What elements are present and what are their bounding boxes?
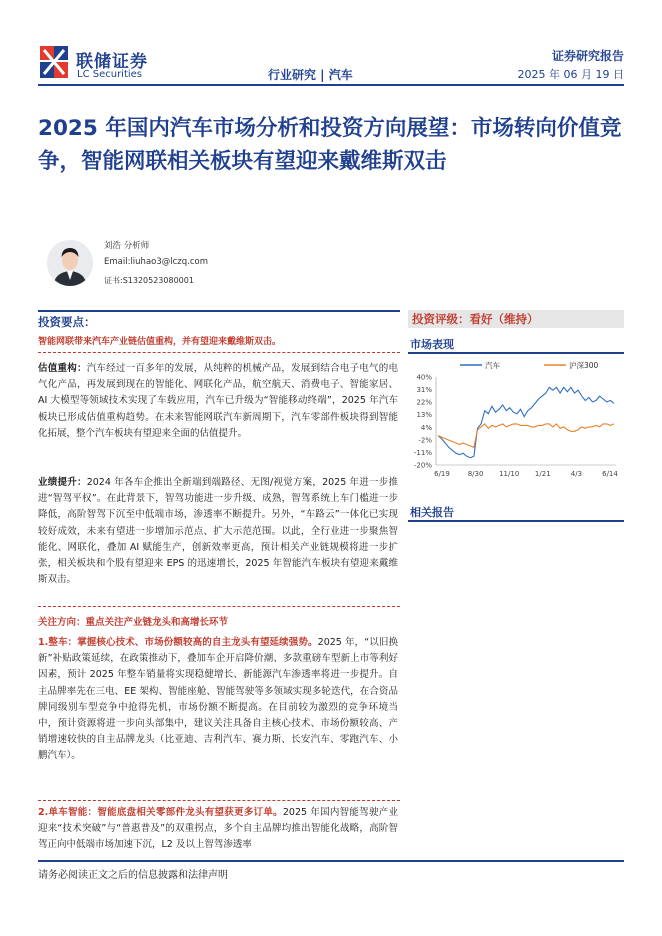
market-performance-divider — [408, 352, 624, 354]
author-email: Email:liuhao3@lczq.com — [104, 257, 209, 267]
left-column-divider — [38, 310, 400, 312]
paragraph-earnings-lead: 业绩提升： — [38, 477, 87, 488]
paragraph-smart-vehicle-text: 2025 年国内智能驾驶产业迎来“技术突破”与“普惠普及”的双重拐点，多个自主品牌均推出智能化战略，高阶智驾正向中低端市场加速下沉，L2 及以上智驾渗透率 — [38, 807, 398, 851]
market-performance-chart — [408, 355, 624, 485]
footer-divider — [38, 860, 624, 862]
x-tick-label: 11/10 — [499, 470, 520, 478]
y-tick-label: -20% — [413, 461, 432, 470]
paragraph-smart-vehicle-lead: 2.单车智能：智能底盘相关零部件龙头有望获更多订单。 — [38, 807, 283, 818]
dashed-divider — [38, 352, 400, 353]
brand-name-cn: 联储证券 — [76, 52, 148, 72]
author-name: 刘浩 分析师 — [104, 241, 150, 251]
legend-label: 汽车 — [485, 361, 500, 370]
investment-rating: 投资评级：看好（维持） — [412, 312, 539, 326]
paragraph-valuation-text: 汽车经过一百多年的发展，从纯粹的机械产品，发展到结合电子电气的电气化产品，再发展到现在的智能化、网联化产品，航空航天、消费电子、智能家居、AI 大模型等领域技术实现了车载应用，汽车已升级为“智能移动终端”，2025 年汽车板块已形成估值重构趋势。在未来智能网联汽车新周期下，汽车零部件板块得到智能化拓展，整个汽车板块有望迎来全面的估值提升。 — [38, 363, 398, 439]
x-tick-label: 6/19 — [434, 470, 450, 478]
x-tick-label: 1/21 — [534, 470, 551, 478]
y-tick-label: -11% — [413, 448, 432, 457]
related-reports-title: 相关报告 — [410, 506, 454, 519]
paragraph-earnings-text: 2024 年各车企推出全新端到端路径、无图/视觉方案，2025 年进一步推进“智驾平权”。在此背景下，智驾功能进一步升级、成熟，智驾系统上车门槛进一步降低，高阶智驾下沉至中低端市场，渗透率不断提升。另外，“车路云”一体化已实现较好成效，未来有望进一步增加示范点、扩大示范范围。以此，全行业进一步聚焦智能化、网联化，叠加 AI 赋能生产，创新效率更高，预计相关产业链规模将进一步扩张，相关板块和个股有望迎来 EPS 的迅速增长，2025 年智能汽车板块有望迎来戴维斯双击。 — [38, 477, 398, 586]
report-category: 行业研究 | 汽车 — [268, 68, 353, 82]
dashed-divider — [38, 800, 400, 801]
x-tick-label: 4/3 — [570, 470, 583, 478]
market-performance-title: 市场表现 — [410, 338, 454, 351]
author-cert: 证书:S1320523080001 — [104, 276, 194, 285]
series-line — [438, 387, 614, 457]
report-title: 2025 年国内汽车市场分析和投资方向展望：市场转向价值竞争，智能网联相关板块有望迎来戴维斯双击 — [38, 116, 622, 174]
footer-disclaimer: 请务必阅读正文之后的信息披露和法律声明 — [38, 870, 228, 881]
paragraph-earnings — [38, 475, 398, 588]
y-tick-label: 13% — [416, 411, 432, 420]
related-reports-divider — [408, 520, 624, 522]
company-logo-icon — [40, 46, 68, 78]
report-date: 2025 年 06 月 19 日 — [517, 68, 624, 81]
y-tick-label: 40% — [416, 373, 432, 382]
focus-direction-heading: 关注方向：重点关注产业链龙头和高增长环节 — [38, 617, 229, 628]
dashed-divider — [38, 606, 400, 607]
legend-label: 沪深300 — [569, 361, 599, 370]
paragraph-vehicles-text: 2025 年，“以旧换新”补贴政策延续，在政策推动下，叠加车企开启降价潮、多款重磅车型新上市等利好因素，预计 2025 年整车销量将实现稳健增长、新能源汽车渗透率将进一步提升。自主品牌率先在三电、EE 架构、智能座舱、智能驾驶等多领域实现多轮迭代，在合资品牌同级别车型竞争中抢得先机，市场份额不断提高。在目前较为激烈的竞争环境当中，预计资源将进一步向头部集中，建议关注具备自主核心技术、市场份额较高、产销增速较快的自主品牌龙头（比亚迪、吉利汽车、赛力斯、长安汽车、零跑汽车、小鹏汽车）。 — [38, 637, 398, 762]
summary-highlight: 智能网联带来汽车产业链估值重构，并有望迎来戴维斯双击。 — [38, 337, 282, 347]
x-tick-label: 8/30 — [467, 470, 484, 478]
paragraph-vehicles — [38, 635, 398, 765]
person-icon — [47, 240, 93, 286]
x-tick-label: 6/14 — [602, 470, 618, 478]
section-title-key-points: 投资要点： — [38, 315, 96, 329]
report-type: 证券研究报告 — [551, 49, 624, 63]
y-tick-label: 31% — [416, 386, 432, 395]
y-tick-label: -2% — [418, 436, 432, 445]
y-tick-label: 4% — [420, 423, 432, 432]
author-avatar — [47, 240, 93, 286]
paragraph-smart-vehicle — [38, 805, 398, 854]
paragraph-valuation — [38, 361, 398, 442]
series-line — [438, 424, 614, 448]
paragraph-valuation-lead: 估值重构： — [38, 363, 87, 374]
y-tick-label: 22% — [416, 398, 432, 407]
brand-name-en: LC Securities — [77, 69, 143, 80]
header-divider — [38, 84, 624, 86]
paragraph-vehicles-lead: 1.整车：掌握核心技术、市场份额较高的自主龙头有望延续强势。 — [38, 637, 318, 648]
